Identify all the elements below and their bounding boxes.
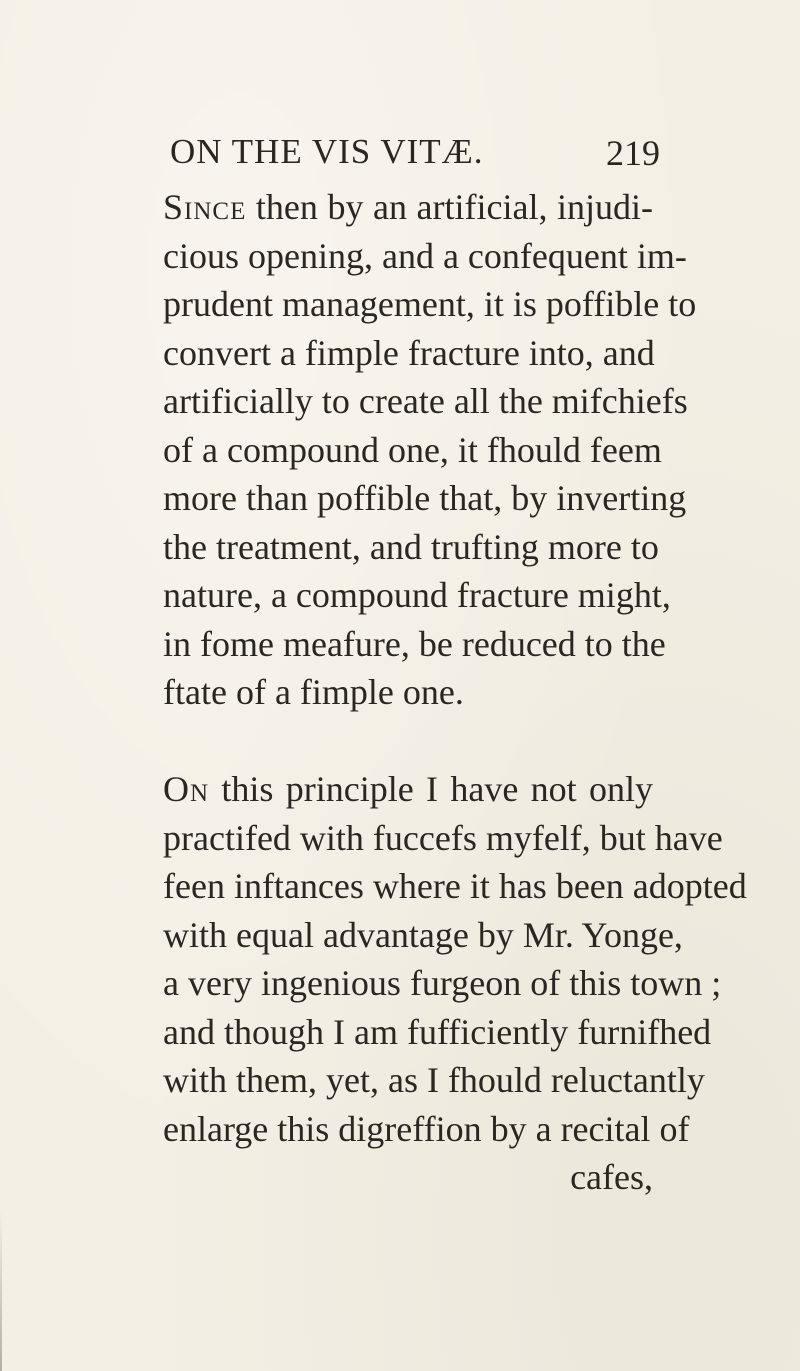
text-line: in fome meafure, be reduced to the (163, 623, 666, 664)
text-line: with equal advantage by Mr. Yonge, (163, 914, 683, 955)
text-line: with them, yet, as I fhould reluctantly (163, 1060, 705, 1100)
text-line: nature, a compound fracture might, (163, 575, 671, 615)
paragraph-lead-word: On (163, 769, 210, 809)
paragraph-gap (163, 717, 653, 766)
text-line: enlarge this digreffion by a recital of (163, 1108, 690, 1149)
catchword: cafes, (570, 1157, 653, 1197)
page-edge-shadow (0, 1210, 2, 1371)
text-line: and though I am fufficiently furnifhed (163, 1011, 712, 1052)
text-line: prudent management, it is poffible to (163, 284, 697, 324)
page-number: 219 (606, 133, 660, 173)
text-line: more than poffible that, by inverting (163, 478, 687, 518)
paragraph-2 (163, 765, 747, 1153)
page-header (170, 128, 660, 176)
text-line: ftate of a fimple one. (163, 672, 464, 712)
text-line: artificially to create all the mifchiefs (163, 381, 688, 421)
text-line: feen inftances where it has been adopted (163, 866, 747, 906)
text-line: of a compound one, it fhould feem (163, 429, 662, 470)
paragraph-1 (163, 183, 697, 717)
text-line: Since then by an artificial, injudi- (163, 187, 653, 227)
running-head: ON THE VIS VITÆ. (170, 132, 484, 171)
text-line: a very ingenious furgeon of this town ; (163, 963, 722, 1003)
text-line: convert a fimple fracture into, and (163, 332, 655, 373)
text-line: practifed with fuccefs myfelf, but have (163, 817, 723, 858)
text-line: cious opening, and a confequent im- (163, 235, 687, 276)
body-text (163, 183, 747, 1202)
text-line: On this principle I have not only (163, 769, 653, 809)
paragraph-lead-word: Since (163, 187, 247, 227)
text-line: the treatment, and trufting more to (163, 526, 659, 567)
